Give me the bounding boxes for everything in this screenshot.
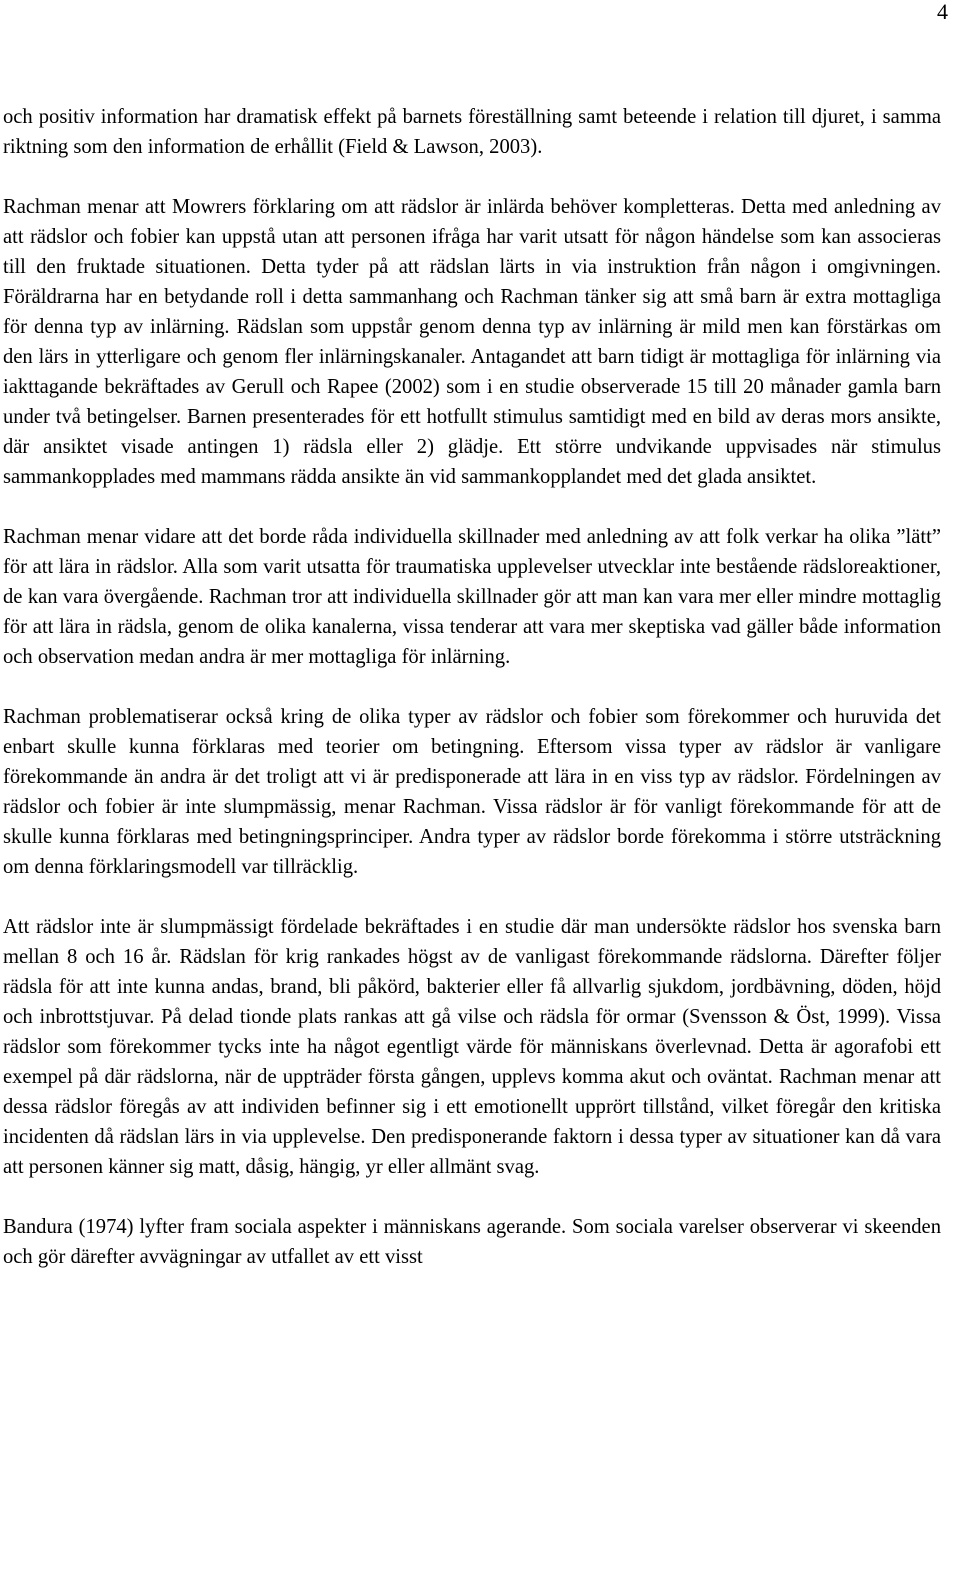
paragraph-1: och positiv information har dramatisk effekt på barnets föreställning samt beteende i relation till djuret, i samma riktning som den information de erhållit (Field & Lawson, 2003). — [3, 106, 941, 158]
page-number: 4 — [937, 0, 948, 24]
paragraph-3: Rachman menar vidare att det borde råda individuella skillnader med anledning av att folk verkar ha olika ”lätt” för att lära in rädslor. Alla som varit utsatta för traumatiska upplevelser utvecklar inte bestående rädsloreaktioner, de kan vara övergående. Rachman tror att individuella skillnader gör att man kan vara mer eller mindre mottaglig för att lära in rädsla, genom de olika kanalerna, vissa tenderar att vara mer skeptiska vad gäller både information och observation medan andra är mer mottagliga för inlärning. — [3, 526, 941, 668]
paragraph-4: Rachman problematiserar också kring de olika typer av rädslor och fobier som förekommer och huruvida det enbart skulle kunna förklaras med teorier om betingning. Eftersom vissa typer av rädslor är vanligare förekommande än andra är det troligt att vi är predisponerade att lära in en viss typ av rädslor. Fördelningen av rädslor och fobier är inte slumpmässig, menar Rachman. Vissa rädslor är för vanligt förekommande för att de skulle kunna förklaras med betingningsprinciper. Andra typer av rädslor borde förekomma i större utsträckning om denna förklaringsmodell var tillräcklig. — [3, 706, 941, 878]
paragraph-5: Att rädslor inte är slumpmässigt fördelade bekräftades i en studie där man undersökte rädslor hos svenska barn mellan 8 och 16 år. Rädslan för krig rankades högst av de vanligast förekommande rädslorna. Därefter följer rädsla för att inte kunna andas, brand, bli påkörd, bakterier eller få allvarlig sjukdom, jordbävning, döden, höjd och inbrottstjuvar. På delad tionde plats rankas att gå vilse och rädsla för ormar (Svensson & Öst, 1999). Vissa rädslor som förekommer tycks inte ha något egentligt värde för människans överlevnad. Detta är agorafobi ett exempel på där rädslorna, när de uppträder första gången, upplevs komma akut och oväntat. Rachman menar att dessa rädslor föregås av att individen befinner sig i ett emotionellt upprört tillstånd, vilket föregår den kritiska incidenten då rädslan lärs in via upplevelse. Den predisponerande faktorn i dessa typer av situationer kan då vara att personen känner sig matt, dåsig, hängig, yr eller allmänt svag. — [3, 916, 941, 1178]
paragraph-2: Rachman menar att Mowrers förklaring om att rädslor är inlärda behöver kompletteras. Detta med anledning av att rädslor och fobier kan uppstå utan att personen ifråga har varit utsatt för någon händelse som kan associeras till den fruktade situationen. Detta tyder på att rädslan lärts in via instruktion från någon i omgivningen. Föräldrarna har en betydande roll i detta sammanhang och Rachman tänker sig att små barn är extra mottagliga för denna typ av inlärning. Rädslan som uppstår genom denna typ av inlärning är mild men kan förstärkas om den lärs in ytterligare och genom fler inlärningskanaler. Antagandet att barn tidigt är mottagliga för inlärning via iakttagande bekräftades av Gerull och Rapee (2002) som i en studie observerade 15 till 20 månader gamla barn under två betingelser. Barnen presenterades för ett hotfullt stimulus samtidigt med en bild av deras mors ansikte, där ansiktet visade antingen 1) rädsla eller 2) glädje. Ett större undvikande uppvisades när stimulus sammankopplades med mammans rädda ansikte än vid sammankopplandet med det glada ansiktet. — [3, 196, 941, 488]
document-body — [3, 102, 941, 1302]
paragraph-6: Bandura (1974) lyfter fram sociala aspekter i människans agerande. Som sociala varelser observerar vi skeenden och gör därefter avvägningar av utfallet av ett visst — [3, 1216, 941, 1268]
